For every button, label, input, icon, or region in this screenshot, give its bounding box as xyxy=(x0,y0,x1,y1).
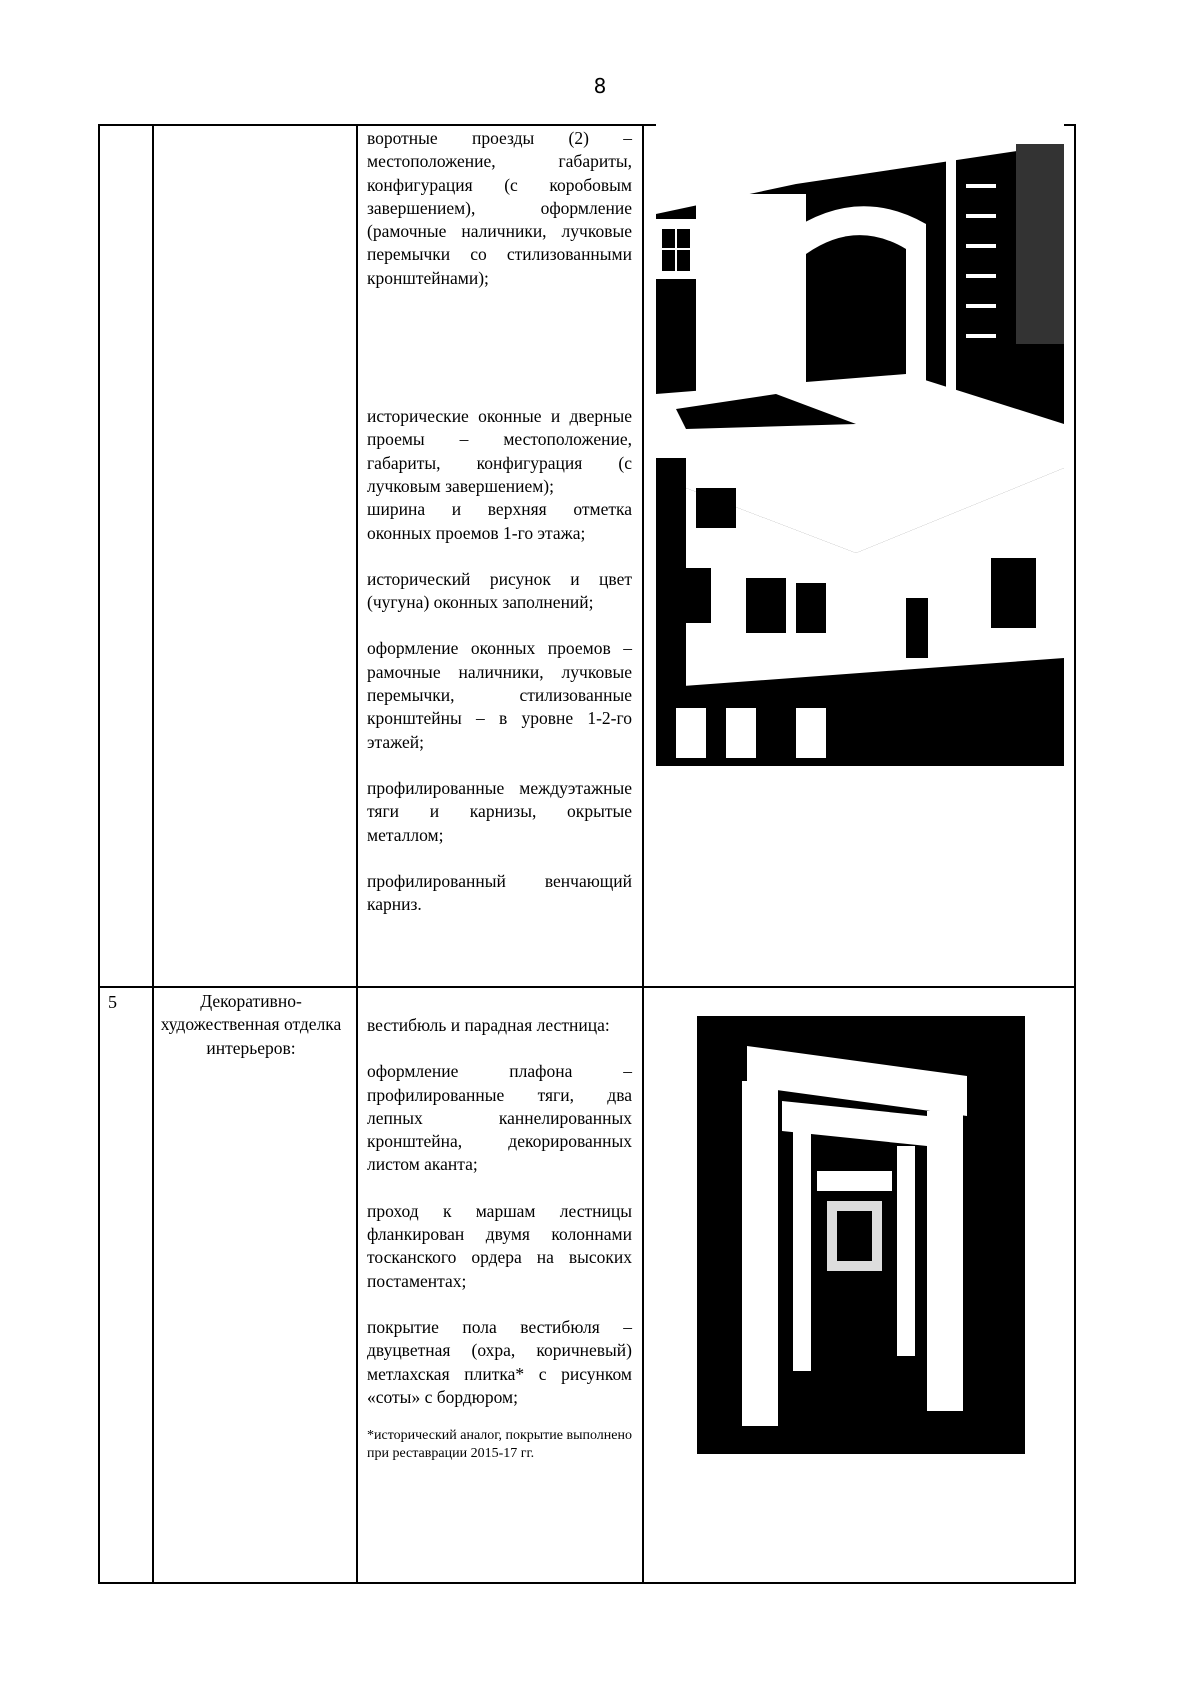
description-openings: исторические оконные и дверные проемы – местоположение, габариты, конфигурация (с лучковым завершением); xyxy=(367,406,632,496)
top-row-description xyxy=(367,127,632,939)
row-5-number: 5 xyxy=(108,992,117,1012)
description-columns: проход к маршам лестницы фланкирован двумя колоннами тосканского ордера на высоких постаментах; xyxy=(367,1200,632,1291)
row-divider xyxy=(98,986,1076,988)
gate-passage-image xyxy=(656,124,1064,432)
column-divider-2 xyxy=(356,124,358,1584)
description-vestibule: вестибюль и парадная лестница: xyxy=(367,1015,610,1035)
photo-courtyard-facade xyxy=(656,458,1064,766)
description-window-width: ширина и верхняя отметка оконных проемов 1-го этажа; xyxy=(367,499,632,543)
column-divider-1 xyxy=(152,124,154,1584)
row-5-heading: Декоративно-художественная отделка интерьеров: xyxy=(160,991,342,1058)
courtyard-facade-image xyxy=(656,458,1064,766)
table-border-left xyxy=(98,124,100,1584)
description-ceiling: оформление плафона – профилированные тяги, два лепных каннелированных кронштейна, декорированных листом аканта; xyxy=(367,1061,632,1175)
description-floor: покрытие пола вестибюля – двуцветная (охра, коричневый) метлахская плитка* с рисунком «соты» с бордюром; xyxy=(367,1316,632,1407)
description-cornice: профилированный венчающий карниз. xyxy=(367,870,632,915)
row-5-description xyxy=(367,1014,632,1463)
page-number: 8 xyxy=(593,74,607,98)
table-border-bottom xyxy=(98,1582,1076,1584)
photo-vestibule xyxy=(697,1016,1025,1454)
column-divider-3 xyxy=(642,124,644,1584)
description-gates: воротные проезды (2) – местоположение, габариты, конфигурация (с коробовым завершением), оформление (рамочные наличники, лучковые перемычки со стилизованными кронштейнами); xyxy=(367,128,632,288)
table-border-right xyxy=(1074,124,1076,1584)
vestibule-image xyxy=(697,1016,1025,1454)
photo-gate-passage xyxy=(656,124,1064,432)
description-window-fill: исторический рисунок и цвет (чугуна) оконных заполнений; xyxy=(367,568,632,613)
footnote: *исторический аналог, покрытие выполнено при реставрации 2015-17 гг. xyxy=(367,1428,632,1462)
description-belts: профилированные междуэтажные тяги и карнизы, окрытые металлом; xyxy=(367,777,632,845)
description-window-decor: оформление оконных проемов – рамочные наличники, лучковые перемычки, стилизованные кронштейны – в уровне 1-2-го этажей; xyxy=(367,638,632,752)
